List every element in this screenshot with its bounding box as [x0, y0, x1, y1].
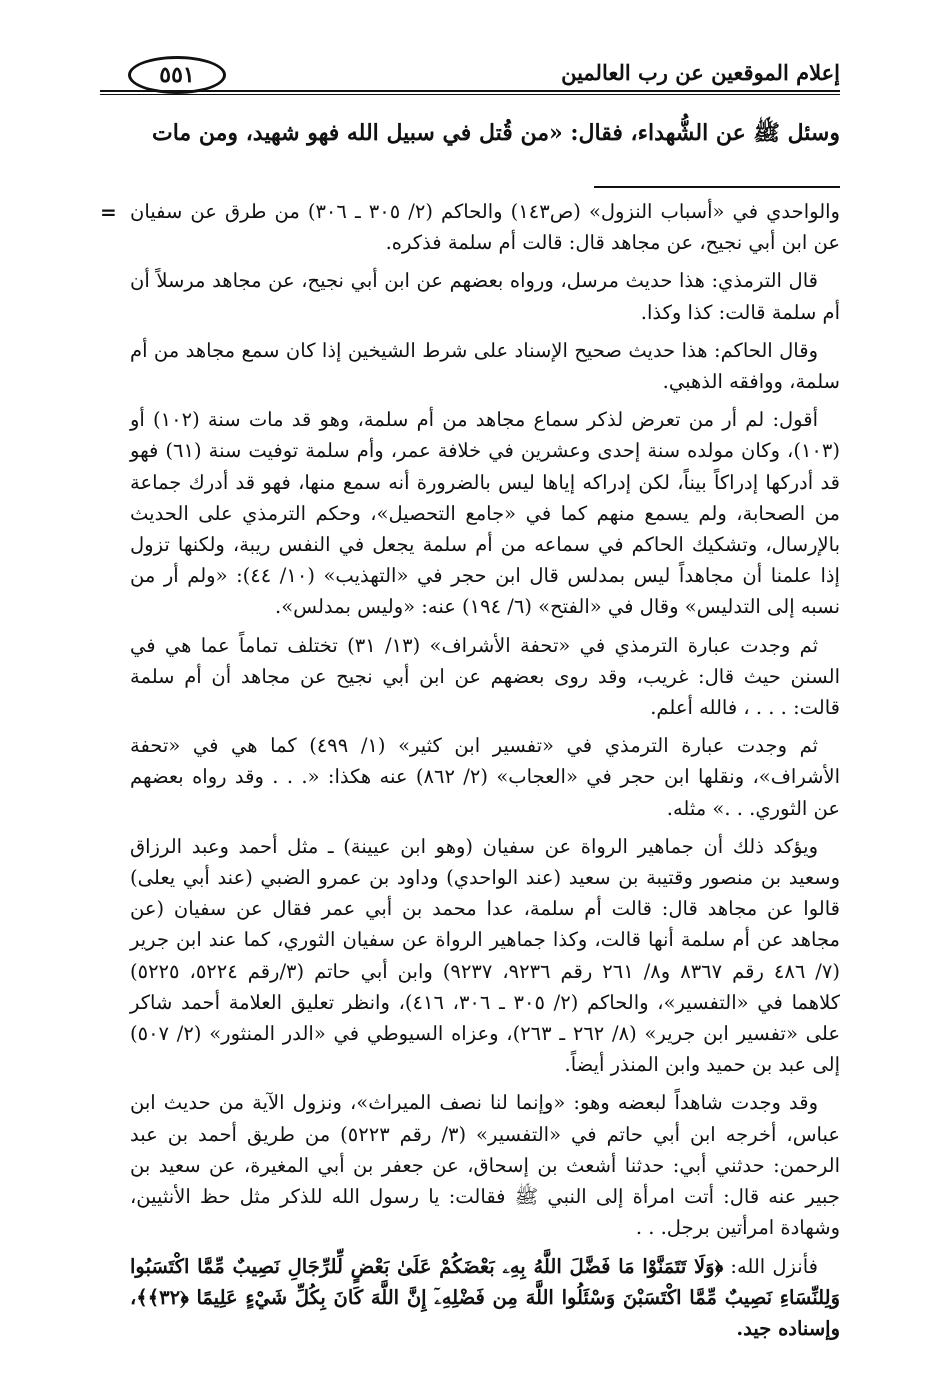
isnad-grade: ، وإسناده جيد. [130, 1285, 840, 1340]
footnote-continuation-mark: = [100, 200, 117, 224]
footnote-paragraph: والواحدي في «أسباب النزول» (ص١٤٣) والحاكم (٢/ ٣٠٥ ـ ٣٠٦) من طرق عن سفيان عن ابن أبي نجيح، عن مجاهد قال: قالت أم سلمة فذكره. [130, 200, 840, 255]
verse-lead: فأنزل الله: [723, 1254, 818, 1278]
page-number: ٥٥١ [159, 62, 195, 88]
footnote-paragraph: قال الترمذي: هذا حديث مرسل، ورواه بعضهم عن ابن أبي نجيح، عن مجاهد مرسلاً أن أم سلمة قالت: كذا وكذا. [130, 269, 840, 324]
running-title: إعلام الموقعين عن رب العالمين [561, 60, 840, 85]
page-number-badge [128, 56, 226, 94]
footnote-final-line [130, 1251, 840, 1345]
footnote-paragraph: وقد وجدت شاهداً لبعضه وهو: «وإنما لنا نصف الميراث»، ونزول الآية من حديث ابن عباس، أخرجه ابن أبي حاتم في «التفسير» (٣/ رقم ٥٢٢٣) من طريق أحمد بن عبد الرحمن: حدثني أبي: حدثنا أشعث بن إسحاق، عن جعفر بن أبي المغيرة، عن سعيد بن جبير عنه قال: أتت امرأة إلى النبي ﷺ فقالت: يا رسول الله للذكر مثل حظ الأنثيين، وشهادة امرأتين برجل. . . [130, 1091, 840, 1240]
footnote-paragraph: أقول: لم أر من تعرض لذكر سماع مجاهد من أم سلمة، وهو قد مات سنة (١٠٢) أو (١٠٣)، وكان مولده سنة إحدى وعشرين في خلافة عمر، وأم سلمة توفيت سنة (٦١) فهو قد أدركها إدراكاً بيناً، لكن إدراكه إياها ليس بالضرورة أنه سمع منها، فهو قد أدرك جماعة من الصحابة، ولم يسمع منهم كما في «جامع التحصيل»، وحكم الترمذي على الحديث بالإرسال، وتشكيك الحاكم في سماعه من أم سلمة يجعل في النفس ريبة، ولكنها تزول إذا علمنا أن مجاهداً ليس بمدلس قال ابن حجر في «التهذيب» (١٠/ ٤٤): «ولم أر من نسبه إلى التدليس» وقال في «الفتح» (٦/ ١٩٤) عنه: «وليس بمدلس». [130, 408, 840, 619]
quran-verse: ﴿وَلَا تَتَمَنَّوْا مَا فَضَّلَ اللَّهُ بِهِۦ بَعْضَكُمْ عَلَىٰ بَعْضٍ لِّلرِّجَالِ نَصِيبٌ مِّمَّا اكْتَسَبُوا وَلِلنِّسَاءِ نَصِيبٌ مِّمَّا اكْتَسَبْنَ وَسْئَلُوا اللَّهَ مِن فَضْلِهِۦٓ إِنَّ اللَّهَ كَانَ بِكُلِّ شَيْءٍ عَلِيمًا ﴿٣٢﴾﴾ [130, 1254, 840, 1309]
main-text: وسئل ﷺ عن الشُّهداء، فقال: «من قُتل في سبيل الله فهو شهيد، ومن مات [152, 120, 840, 146]
header-rule [100, 90, 840, 95]
footnote-paragraph: ثم وجدت عبارة الترمذي في «تفسير ابن كثير» (١/ ٤٩٩) كما هي في «تحفة الأشراف»، ونقلها ابن حجر في «العجاب» (٢/ ٨٦٢) عنه هكذا: «. . . وقد رواه بعضهم عن الثوري. . .» مثله. [130, 734, 840, 820]
footnote-paragraph: ويؤكد ذلك أن جماهير الرواة عن سفيان (وهو ابن عيينة) ـ مثل أحمد وعبد الرزاق وسعيد بن منصور وقتيبة بن سعيد (عند الواحدي) وداود بن عمرو الضبي (عند أبي يعلى) قالوا عن مجاهد قال: قالت أم سلمة، عدا محمد بن أبي عمر فقال عن سفيان (عن مجاهد عن أم سلمة أنها قالت، وكذا جماهير الرواة عن سفيان الثوري، كما عند ابن جرير (٧/ ٤٨٦ رقم ٨٣٦٧ و٨/ ٢٦١ رقم ٩٢٣٦، ٩٢٣٧) وابن أبي حاتم (٣/رقم ٥٢٢٤، ٥٢٢٥) كلاهما في «التفسير»، والحاكم (٢/ ٣٠٥ ـ ٣٠٦، ٤١٦)، وانظر تعليق العلامة أحمد شاكر على «تفسير ابن جرير» (٨/ ٢٦٢ ـ ٢٦٣)، وعزاه السيوطي في «الدر المنثور» (٢/ ٥٠٧) إلى عبد بن حميد وابن المنذر أيضاً. [130, 834, 841, 1077]
footnote-paragraph: وقال الحاكم: هذا حديث صحيح الإسناد على شرط الشيخين إذا كان سمع مجاهد من أم سلمة، ووافقه الذهبي. [130, 338, 840, 394]
footnote-paragraph: ثم وجدت عبارة الترمذي في «تحفة الأشراف» (١٣/ ٣١) تختلف تماماً عما هي في السنن حيث قال: غريب، وقد روى بعضهم عن ابن أبي نجيح عن مجاهد أن أم سلمة قالت: . . . ، فالله أعلم. [130, 633, 840, 720]
footnote-separator [594, 186, 840, 188]
footnotes [130, 196, 840, 1351]
